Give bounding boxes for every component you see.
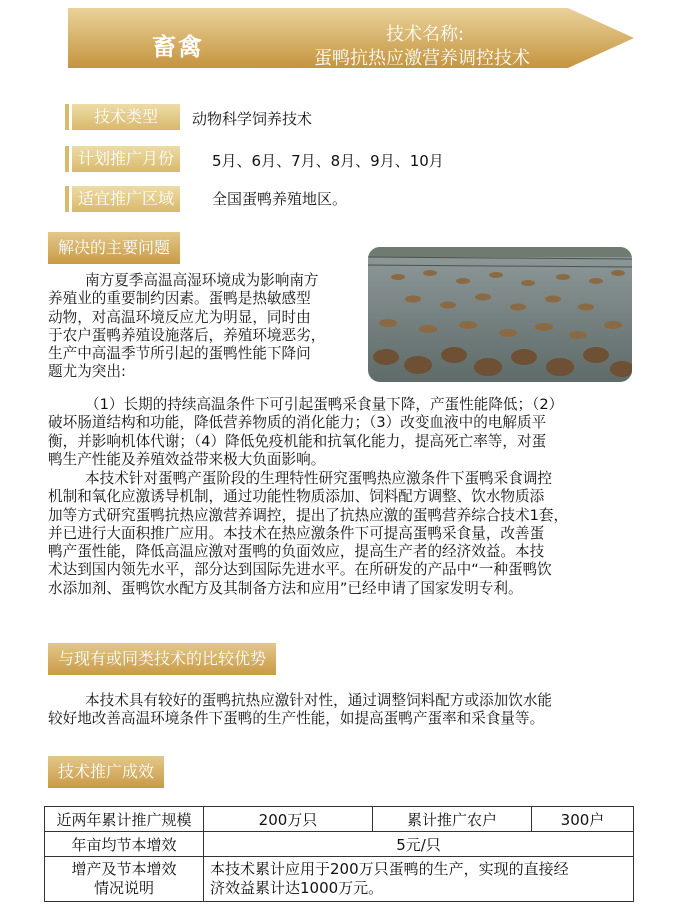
scale-label: 近两年累计推广规模 [45, 807, 204, 832]
saving-value: 5元/只 [204, 832, 634, 857]
farmers-label: 累计推广农户 [373, 807, 532, 832]
category-label: 畜禽 [152, 33, 204, 61]
table-row [45, 807, 634, 832]
advantage-paragraph: 本技术具有较好的蛋鸭抗热应激针对性，通过调整饲料配方或添加饮水能 较好地改善高温环境条件下蛋鸭的生产性能，如提高蛋鸭产蛋率和采食量等。 [48, 692, 553, 728]
problem-paragraph-1: 南方夏季高温高湿环境成为影响南方 养殖业的重要制约因素。蛋鸭是热敏感型 动物，对高温环境反应尤为明显，同时由 于农户蛋鸭养殖设施落后，养殖环境恶劣， 生产中高温季节所引起的蛋鸭性能下降问 题尤为突出: [48, 272, 326, 381]
duck-pond-photo [368, 247, 632, 382]
problem-paragraph-2: （1）长期的持续高温条件下可引起蛋鸭采食量下降，产蛋性能降低；（2） 破坏肠道结构和功能，降低营养物质的消化能力；（3）改变血液中的电解质平 衡，并影响机体代谢；（4）降低免疫机能和抗氧化能力，提高死亡率等，对蛋 鸭生产性能及养殖效益带来极大负面影响。 [48, 396, 564, 468]
region-value: 全国蛋鸭养殖地区。 [212, 190, 348, 208]
duck-pond-image [368, 247, 632, 382]
saving-label: 年亩均节本增效 [45, 832, 204, 857]
type-label: 技术类型 [72, 104, 180, 130]
section-header-advantage: 与现有或同类技术的比较优势 [48, 643, 276, 675]
problem-paragraph-3: 本技术针对蛋鸭产蛋阶段的生理特性研究蛋鸭热应激条件下蛋鸭采食调控 机制和氧化应激诱导机制，通过功能性物质添加、饲料配方调整、饮水物质添 加等方式研究蛋鸭抗热应激营养调控，提出了抗热应激的蛋鸭营养综合技术1套， 并已进行大面积推广应用。本技术在热应激条件下可提高蛋鸭采食量，改善蛋 鸭产蛋性能，降低高温应激对蛋鸭的负面效应，提高生产者的经济效益。本技 术达到国内领先水平，部分达到国际先进水平。在所研发的产品中“一种蛋鸭饮 水添加剂、蛋鸭饮水配方及其制备方法和应用”已经申请了国家发明专利。 [48, 470, 569, 597]
type-value: 动物科学饲养技术 [192, 110, 313, 128]
title-banner [68, 8, 634, 68]
months-value: 5月、6月、7月、8月、9月、10月 [212, 152, 444, 170]
title-label: 技术名称: [386, 24, 465, 45]
results-table [44, 806, 634, 902]
table-row [45, 857, 634, 902]
scale-value: 200万只 [204, 807, 373, 832]
section-header-problem: 解决的主要问题 [48, 232, 180, 264]
desc-label: 增产及节本增效 情况说明 [45, 857, 204, 902]
page-title: 蛋鸭抗热应激营养调控技术 [314, 48, 530, 69]
section-header-results: 技术推广成效 [48, 756, 164, 788]
desc-value: 本技术累计应用于200万只蛋鸭的生产，实现的直接经 济效益累计达1000万元。 [204, 857, 634, 902]
farmers-value: 300户 [532, 807, 634, 832]
months-label: 计划推广月份 [72, 146, 180, 172]
region-label: 适宜推广区域 [72, 186, 180, 212]
table-row [45, 832, 634, 857]
